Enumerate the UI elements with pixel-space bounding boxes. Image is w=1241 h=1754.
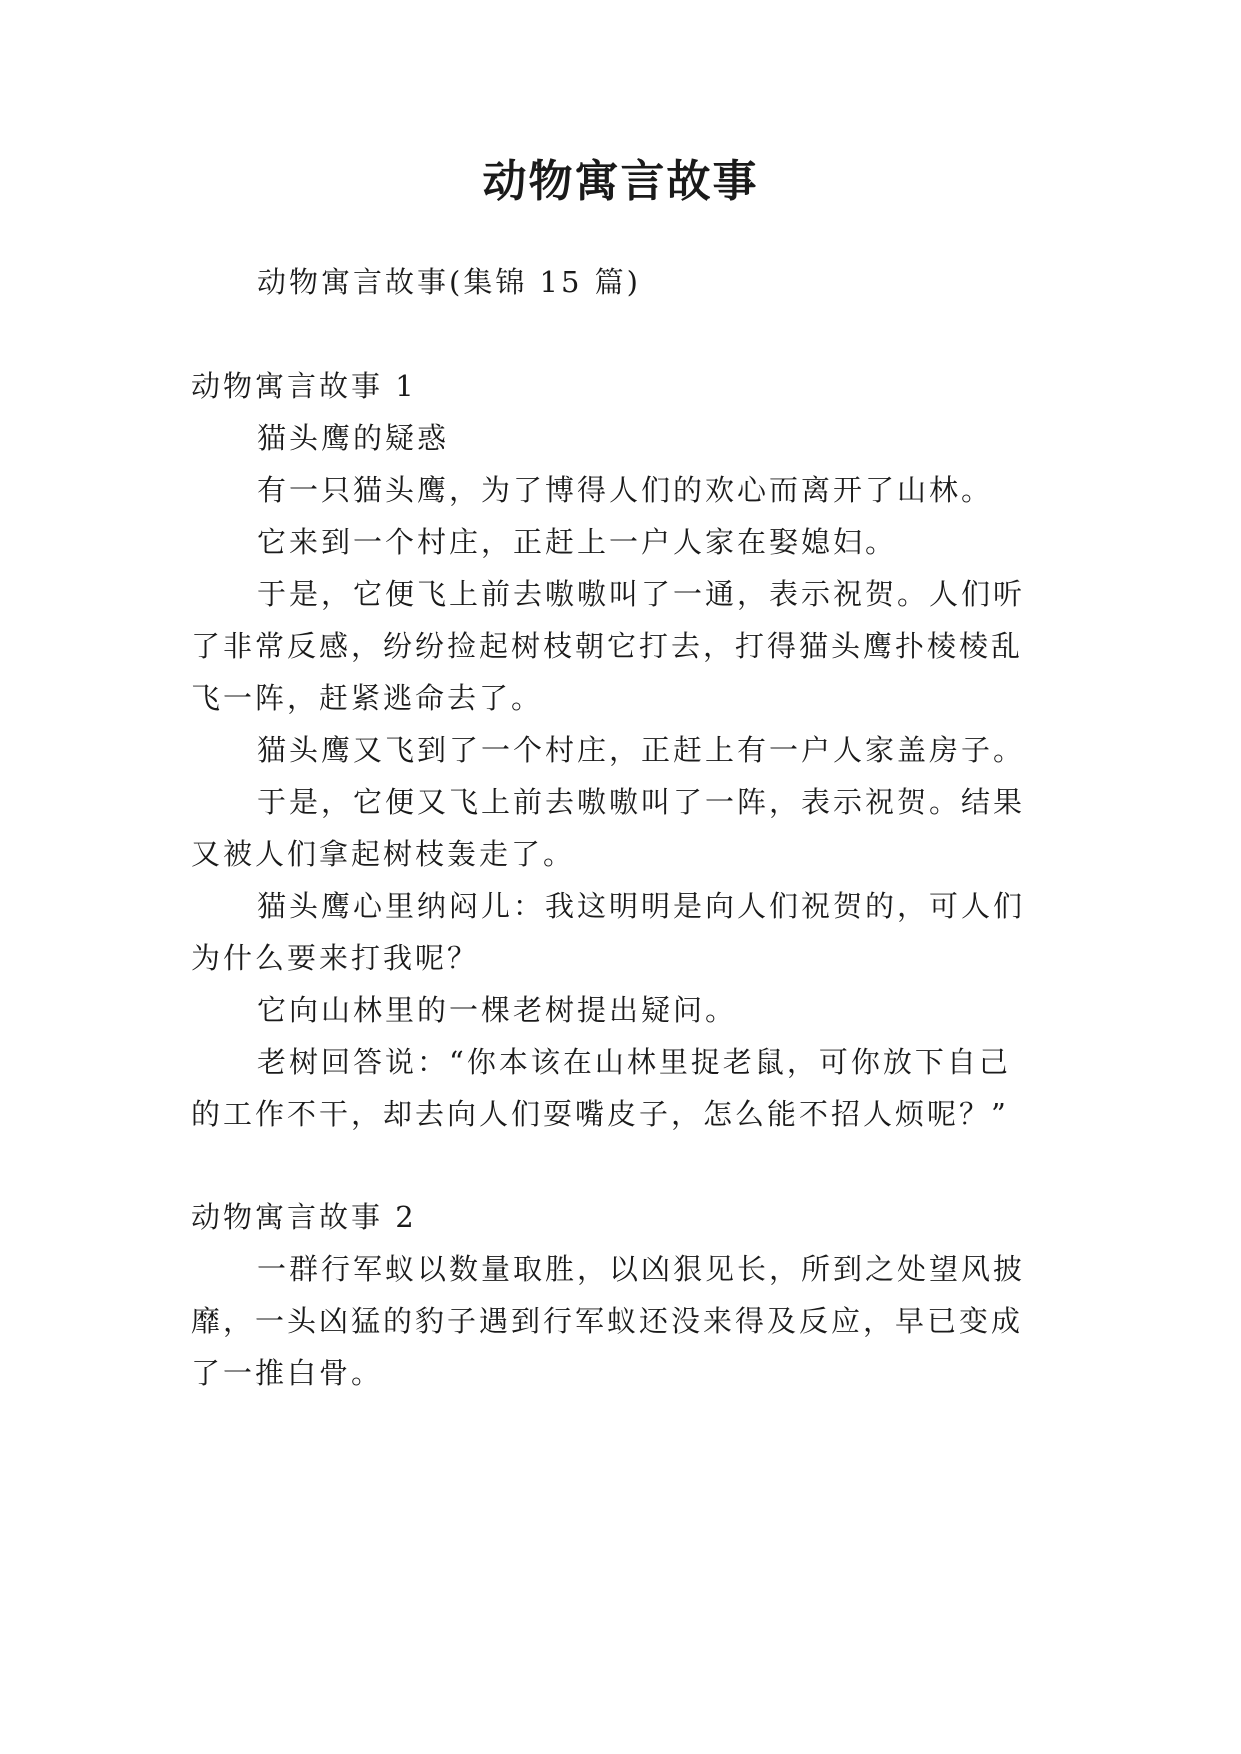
- collection-subtitle: 动物寓言故事(集锦 15 篇): [257, 265, 641, 299]
- story-1-line: 的工作不干，却去向人们耍嘴皮子，怎么能不招人烦呢？”: [191, 1097, 1009, 1131]
- story-1-line: 又被人们拿起树枝轰走了。: [191, 837, 576, 871]
- story-2-line: 靡，一头凶猛的豹子遇到行军蚁还没来得及反应，早已变成: [191, 1304, 1024, 1338]
- story-1-line: 为什么要来打我呢？: [191, 941, 480, 975]
- story-1-line: 它向山林里的一棵老树提出疑问。: [257, 993, 738, 1027]
- story-1-line: 它来到一个村庄，正赶上一户人家在娶媳妇。: [257, 525, 898, 559]
- story-1-line: 于是，它便飞上前去嗷嗷叫了一通，表示祝贺。人们听: [257, 577, 1026, 611]
- story-1-line: 飞一阵，赶紧逃命去了。: [191, 681, 544, 715]
- story-1-line: 了非常反感，纷纷捡起树枝朝它打去，打得猫头鹰扑棱棱乱: [191, 629, 1024, 663]
- story-1-line: 有一只猫头鹰，为了博得人们的欢心而离开了山林。: [257, 473, 994, 507]
- story-1-line: 猫头鹰心里纳闷儿：我这明明是向人们祝贺的，可人们: [257, 889, 1026, 923]
- story-1-heading: 动物寓言故事 1: [191, 369, 417, 403]
- story-2-line: 一群行军蚁以数量取胜，以凶狠见长，所到之处望风披: [257, 1252, 1026, 1286]
- story-2-heading: 动物寓言故事 2: [191, 1200, 417, 1234]
- story-1-line: 于是，它便又飞上前去嗷嗷叫了一阵，表示祝贺。结果: [257, 785, 1026, 819]
- story-2-line: 了一推白骨。: [191, 1356, 384, 1390]
- story-1-line: 猫头鹰又飞到了一个村庄，正赶上有一户人家盖房子。: [257, 733, 1026, 767]
- document-title: 动物寓言故事: [482, 156, 759, 207]
- story-1-line: 老树回答说：“你本该在山林里捉老鼠，可你放下自己: [257, 1045, 1011, 1079]
- story-1-title: 猫头鹰的疑惑: [257, 421, 450, 455]
